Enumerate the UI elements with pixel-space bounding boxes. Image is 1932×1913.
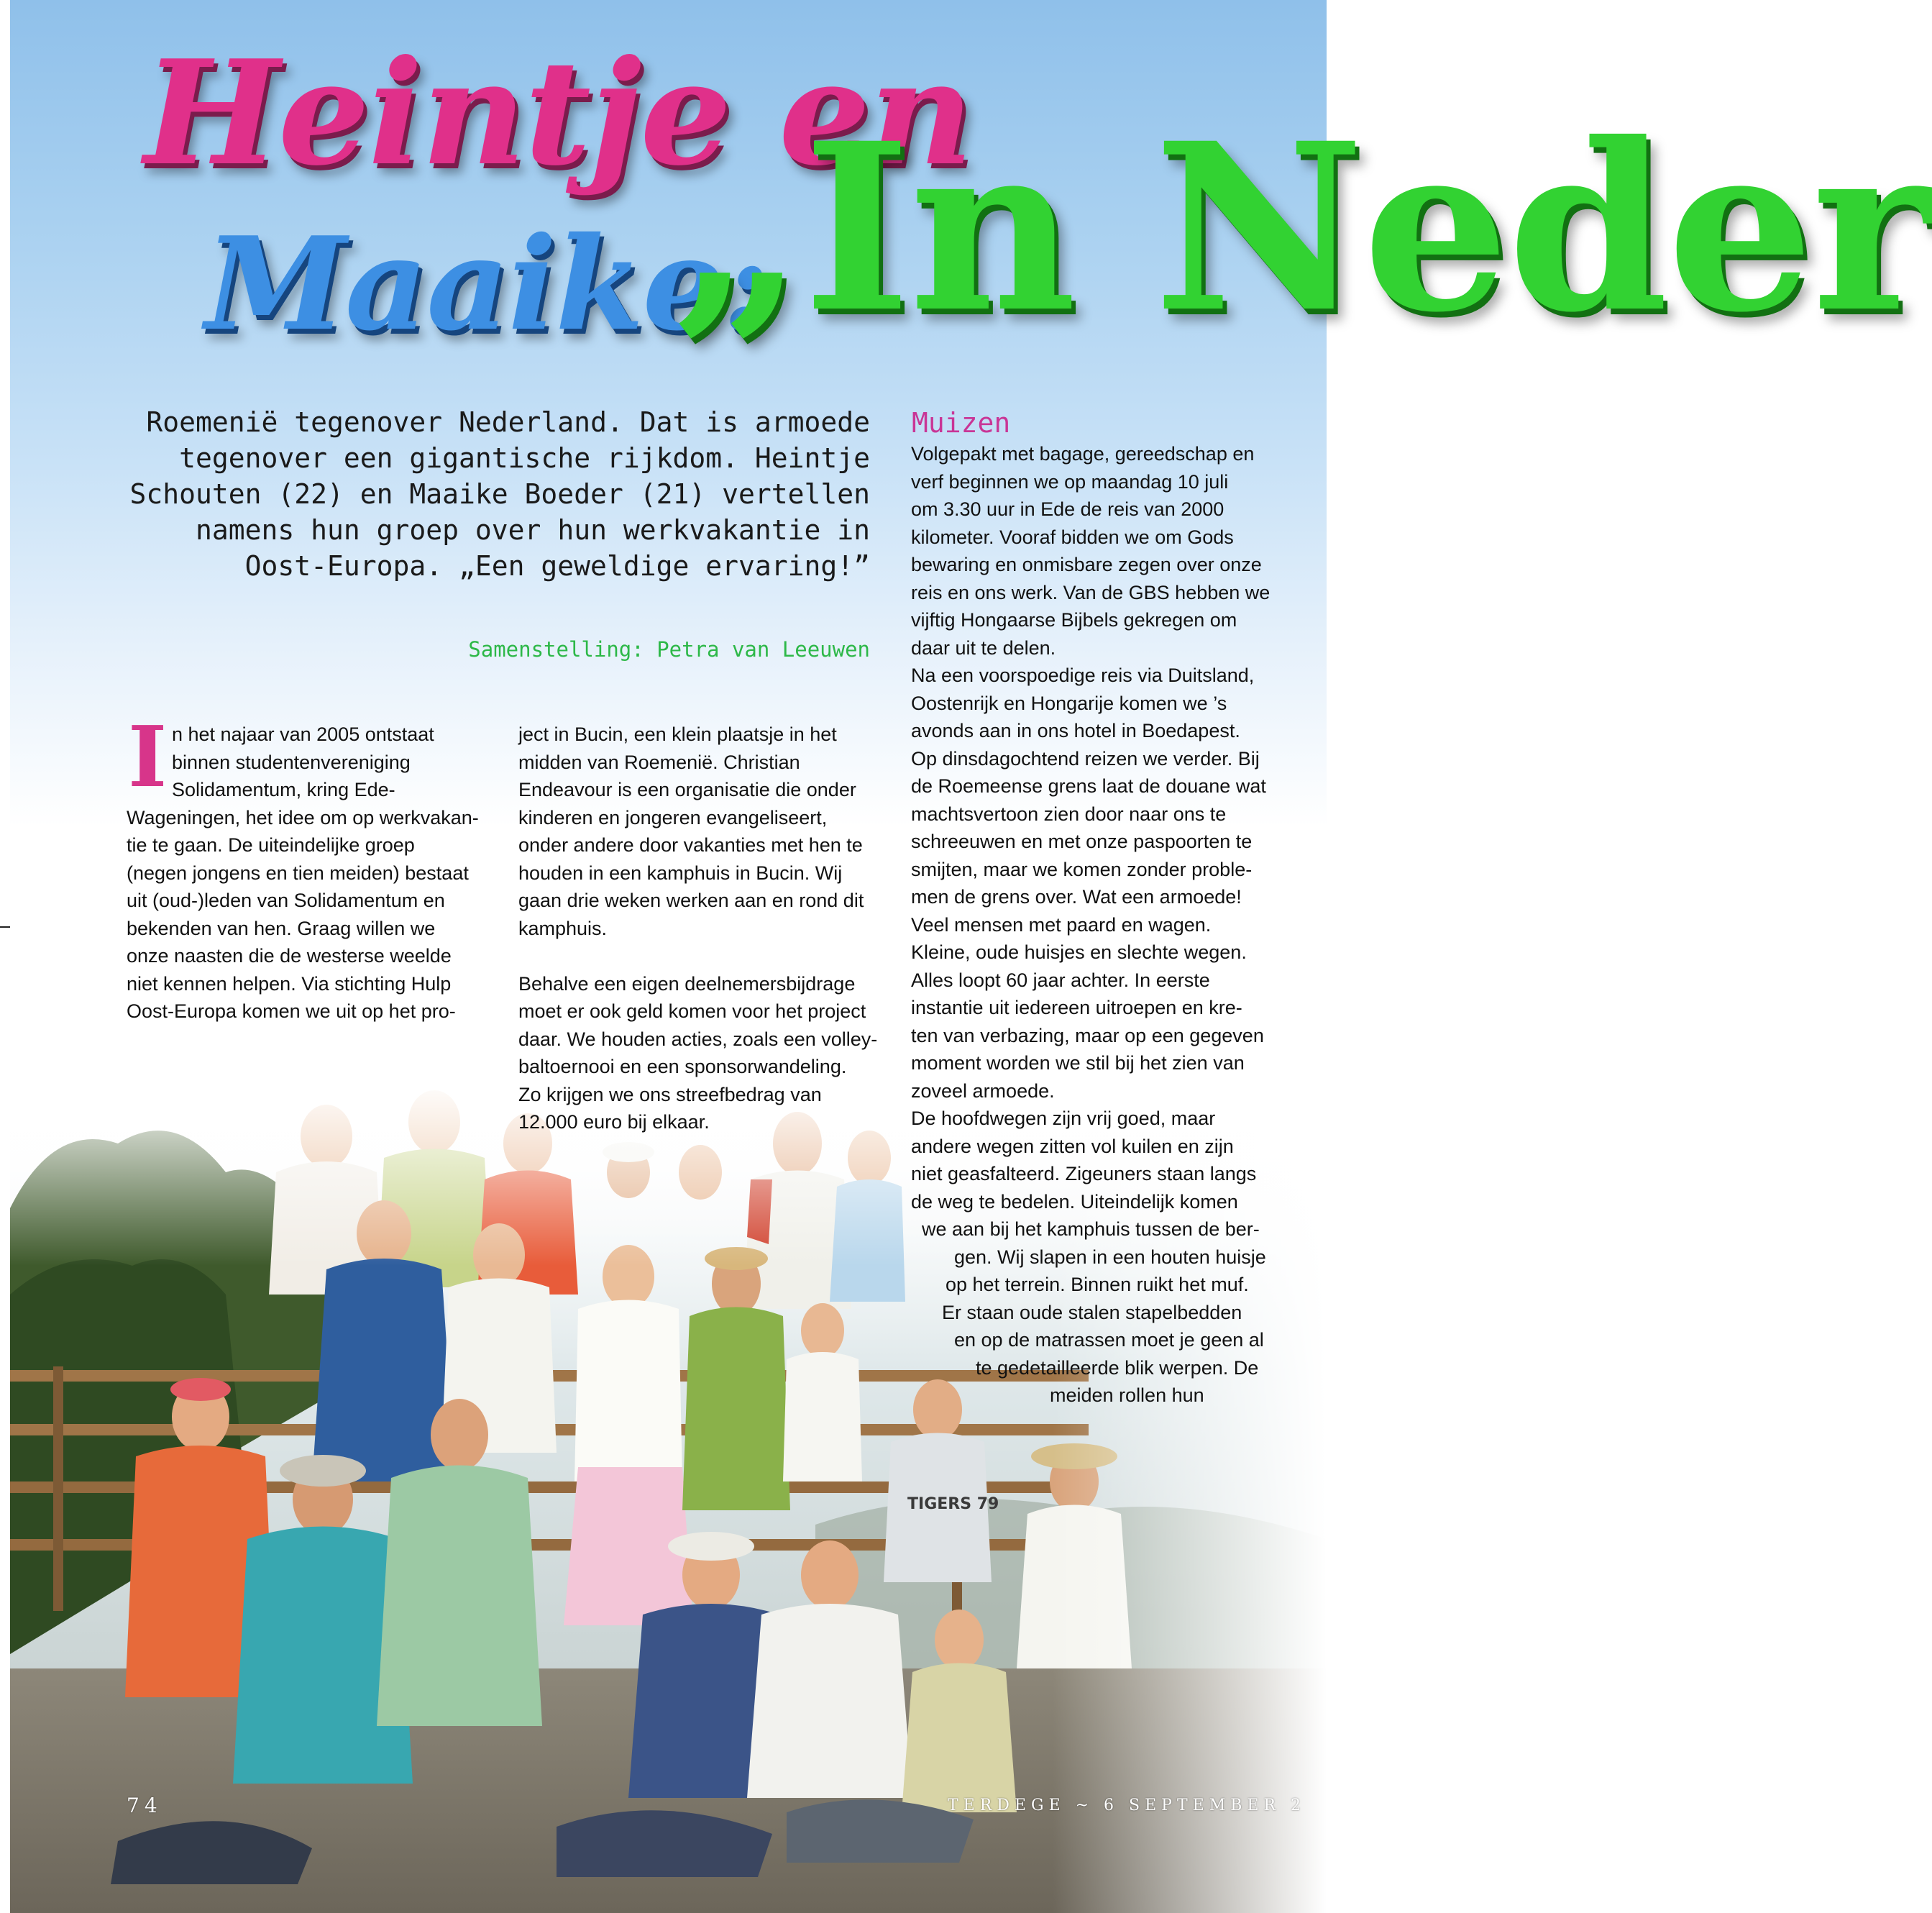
paragraph-gap: [518, 942, 878, 970]
body-line: binnen studentenvereniging: [172, 751, 411, 773]
headline-heintje-en: Heintje en: [144, 29, 972, 198]
intro-paragraph: [129, 404, 870, 584]
body-line: Behalve een eigen deelnemersbijdrage: [518, 972, 856, 995]
body-line: onder andere door vakanties met hen te: [518, 834, 863, 856]
intro-line: namens hun groep over hun werkvakantie in: [196, 514, 870, 546]
body-line: meiden rollen hun: [1050, 1384, 1204, 1406]
shirt-text: TIGERS 79: [907, 1495, 999, 1513]
body-line: n het najaar van 2005 ontstaat: [172, 723, 434, 745]
body-line: baltoernooi en een sponsorwandeling.: [518, 1056, 847, 1077]
body-line: te gedetailleerde blik werpen. De: [976, 1356, 1259, 1379]
body-line: Oost-Europa komen we uit op het pro-: [127, 1000, 456, 1022]
body-line: kamphuis.: [518, 917, 608, 939]
body-line: onze naasten die de westerse weelde: [127, 945, 452, 967]
body-line: Er staan oude stalen stapelbedden: [942, 1301, 1242, 1323]
body-line: verf beginnen we op maandag 10 juli: [911, 470, 1229, 493]
body-line: Alles loopt 60 jaar achter. In eerste: [911, 969, 1210, 991]
byline: Samenstelling: Petra van Leeuwen: [468, 637, 870, 662]
body-line: Solidamentum, kring Ede-: [172, 779, 395, 800]
body-line: Oostenrijk en Hongarije komen we ’s: [911, 692, 1227, 714]
body-line: Zo krijgen we ons streefbedrag van: [518, 1083, 822, 1105]
body-line: midden van Roemenië. Christian: [518, 751, 800, 773]
section-heading-muizen: Muizen: [912, 407, 1011, 439]
body-line: kinderen en jongeren evangeliseert,: [518, 806, 828, 828]
body-line: andere wegen zitten vol kuilen en zijn: [911, 1135, 1234, 1157]
body-line: Endeavour is een organisatie die onder: [518, 779, 856, 800]
body-line: smijten, maar we komen zonder proble-: [911, 858, 1253, 880]
body-line: op het terrein. Binnen ruikt het muf.: [946, 1274, 1249, 1295]
intro-line: Roemenië tegenover Nederland. Dat is armoede: [146, 406, 870, 438]
body-line: Veel mensen met paard en wagen.: [911, 913, 1212, 936]
body-line: we aan bij het kamphuis tussen de ber-: [922, 1218, 1260, 1240]
body-line: vijftig Hongaarse Bijbels gekregen om: [911, 609, 1237, 631]
page-number: 74: [127, 1794, 162, 1817]
body-line: uit (oud-)leden van Solidamentum en: [127, 890, 445, 911]
body-line: daar. We houden acties, zoals een volley-: [518, 1028, 878, 1050]
body-line: moet er ook geld komen voor het project: [518, 1000, 866, 1022]
body-column-1: [127, 721, 479, 1026]
body-line: Op dinsdagochtend reizen we verder. Bij: [911, 747, 1260, 770]
page-margin: [0, 0, 10, 1913]
intro-line: Oost-Europa. „Een geweldige ervaring!”: [244, 550, 870, 582]
body-line: ten van verbazing, maar op een gegeven: [911, 1024, 1264, 1046]
headline-maaike: Maaike:: [205, 209, 769, 359]
body-line: bewaring en onmisbare zegen over onze: [911, 554, 1262, 575]
body-line: daar uit te delen.: [911, 636, 1056, 659]
body-line: avonds aan in ons hotel in Boedapest.: [911, 720, 1240, 741]
headline-in-nederland: „In Neder: [672, 93, 1932, 363]
body-line: niet geasfalteerd. Zigeuners staan langs: [911, 1163, 1257, 1184]
body-line: en op de matrassen moet je geen al: [954, 1329, 1264, 1351]
body-line: kilometer. Vooraf bidden we om Gods: [911, 526, 1234, 548]
body-line: ject in Bucin, een klein plaatsje in het: [518, 723, 837, 745]
body-line: moment worden we stil bij het zien van: [911, 1052, 1245, 1074]
body-line: Wageningen, het idee om op werkvakan-: [127, 806, 479, 828]
body-line: Kleine, oude huisjes en slechte wegen.: [911, 941, 1247, 963]
body-line: om 3.30 uur in Ede de reis van 2000: [911, 498, 1224, 520]
magazine-folio: TERDEGE ~ 6 SEPTEMBER 2: [948, 1796, 1306, 1814]
drop-cap: I: [128, 708, 168, 806]
intro-line: Schouten (22) en Maaike Boeder (21) vertellen: [129, 478, 870, 510]
body-line: reis en ons werk. Van de GBS hebben we: [911, 581, 1271, 603]
body-line: Na een voorspoedige reis via Duitsland,: [911, 665, 1255, 686]
body-line: 12.000 euro bij elkaar.: [518, 1111, 710, 1133]
body-line: men de grens over. Wat een armoede!: [911, 886, 1242, 908]
body-line: niet kennen helpen. Via stichting Hulp: [127, 972, 452, 995]
body-line: houden in een kamphuis in Bucin. Wij: [518, 862, 843, 884]
body-line: machtsvertoon zien door naar ons te: [911, 803, 1227, 825]
body-line: (negen jongens en tien meiden) bestaat: [127, 862, 469, 884]
crop-mark: [0, 926, 10, 928]
intro-line: tegenover een gigantische rijkdom. Heintje: [179, 442, 870, 474]
body-line: instantie uit iedereen uitroepen en kre-: [911, 997, 1242, 1018]
body-line: tie te gaan. De uiteindelijke groep: [127, 834, 415, 856]
body-line: bekenden van hen. Graag willen we: [127, 917, 436, 939]
body-line: de weg te bedelen. Uiteindelijk komen: [911, 1190, 1238, 1213]
body-line: schreeuwen en met onze paspoorten te: [911, 831, 1253, 852]
body-line: zoveel armoede.: [911, 1079, 1055, 1102]
body-column-2: [518, 721, 878, 1136]
body-line: De hoofdwegen zijn vrij goed, maar: [911, 1108, 1216, 1129]
body-line: Volgepakt met bagage, gereedschap en: [911, 443, 1255, 465]
body-line: de Roemeense grens laat de douane wat: [911, 775, 1266, 797]
body-line: gaan drie weken werken aan en rond dit: [518, 890, 864, 911]
body-line: gen. Wij slapen in een houten huisje: [954, 1246, 1266, 1268]
body-column-3: [911, 440, 1285, 1410]
